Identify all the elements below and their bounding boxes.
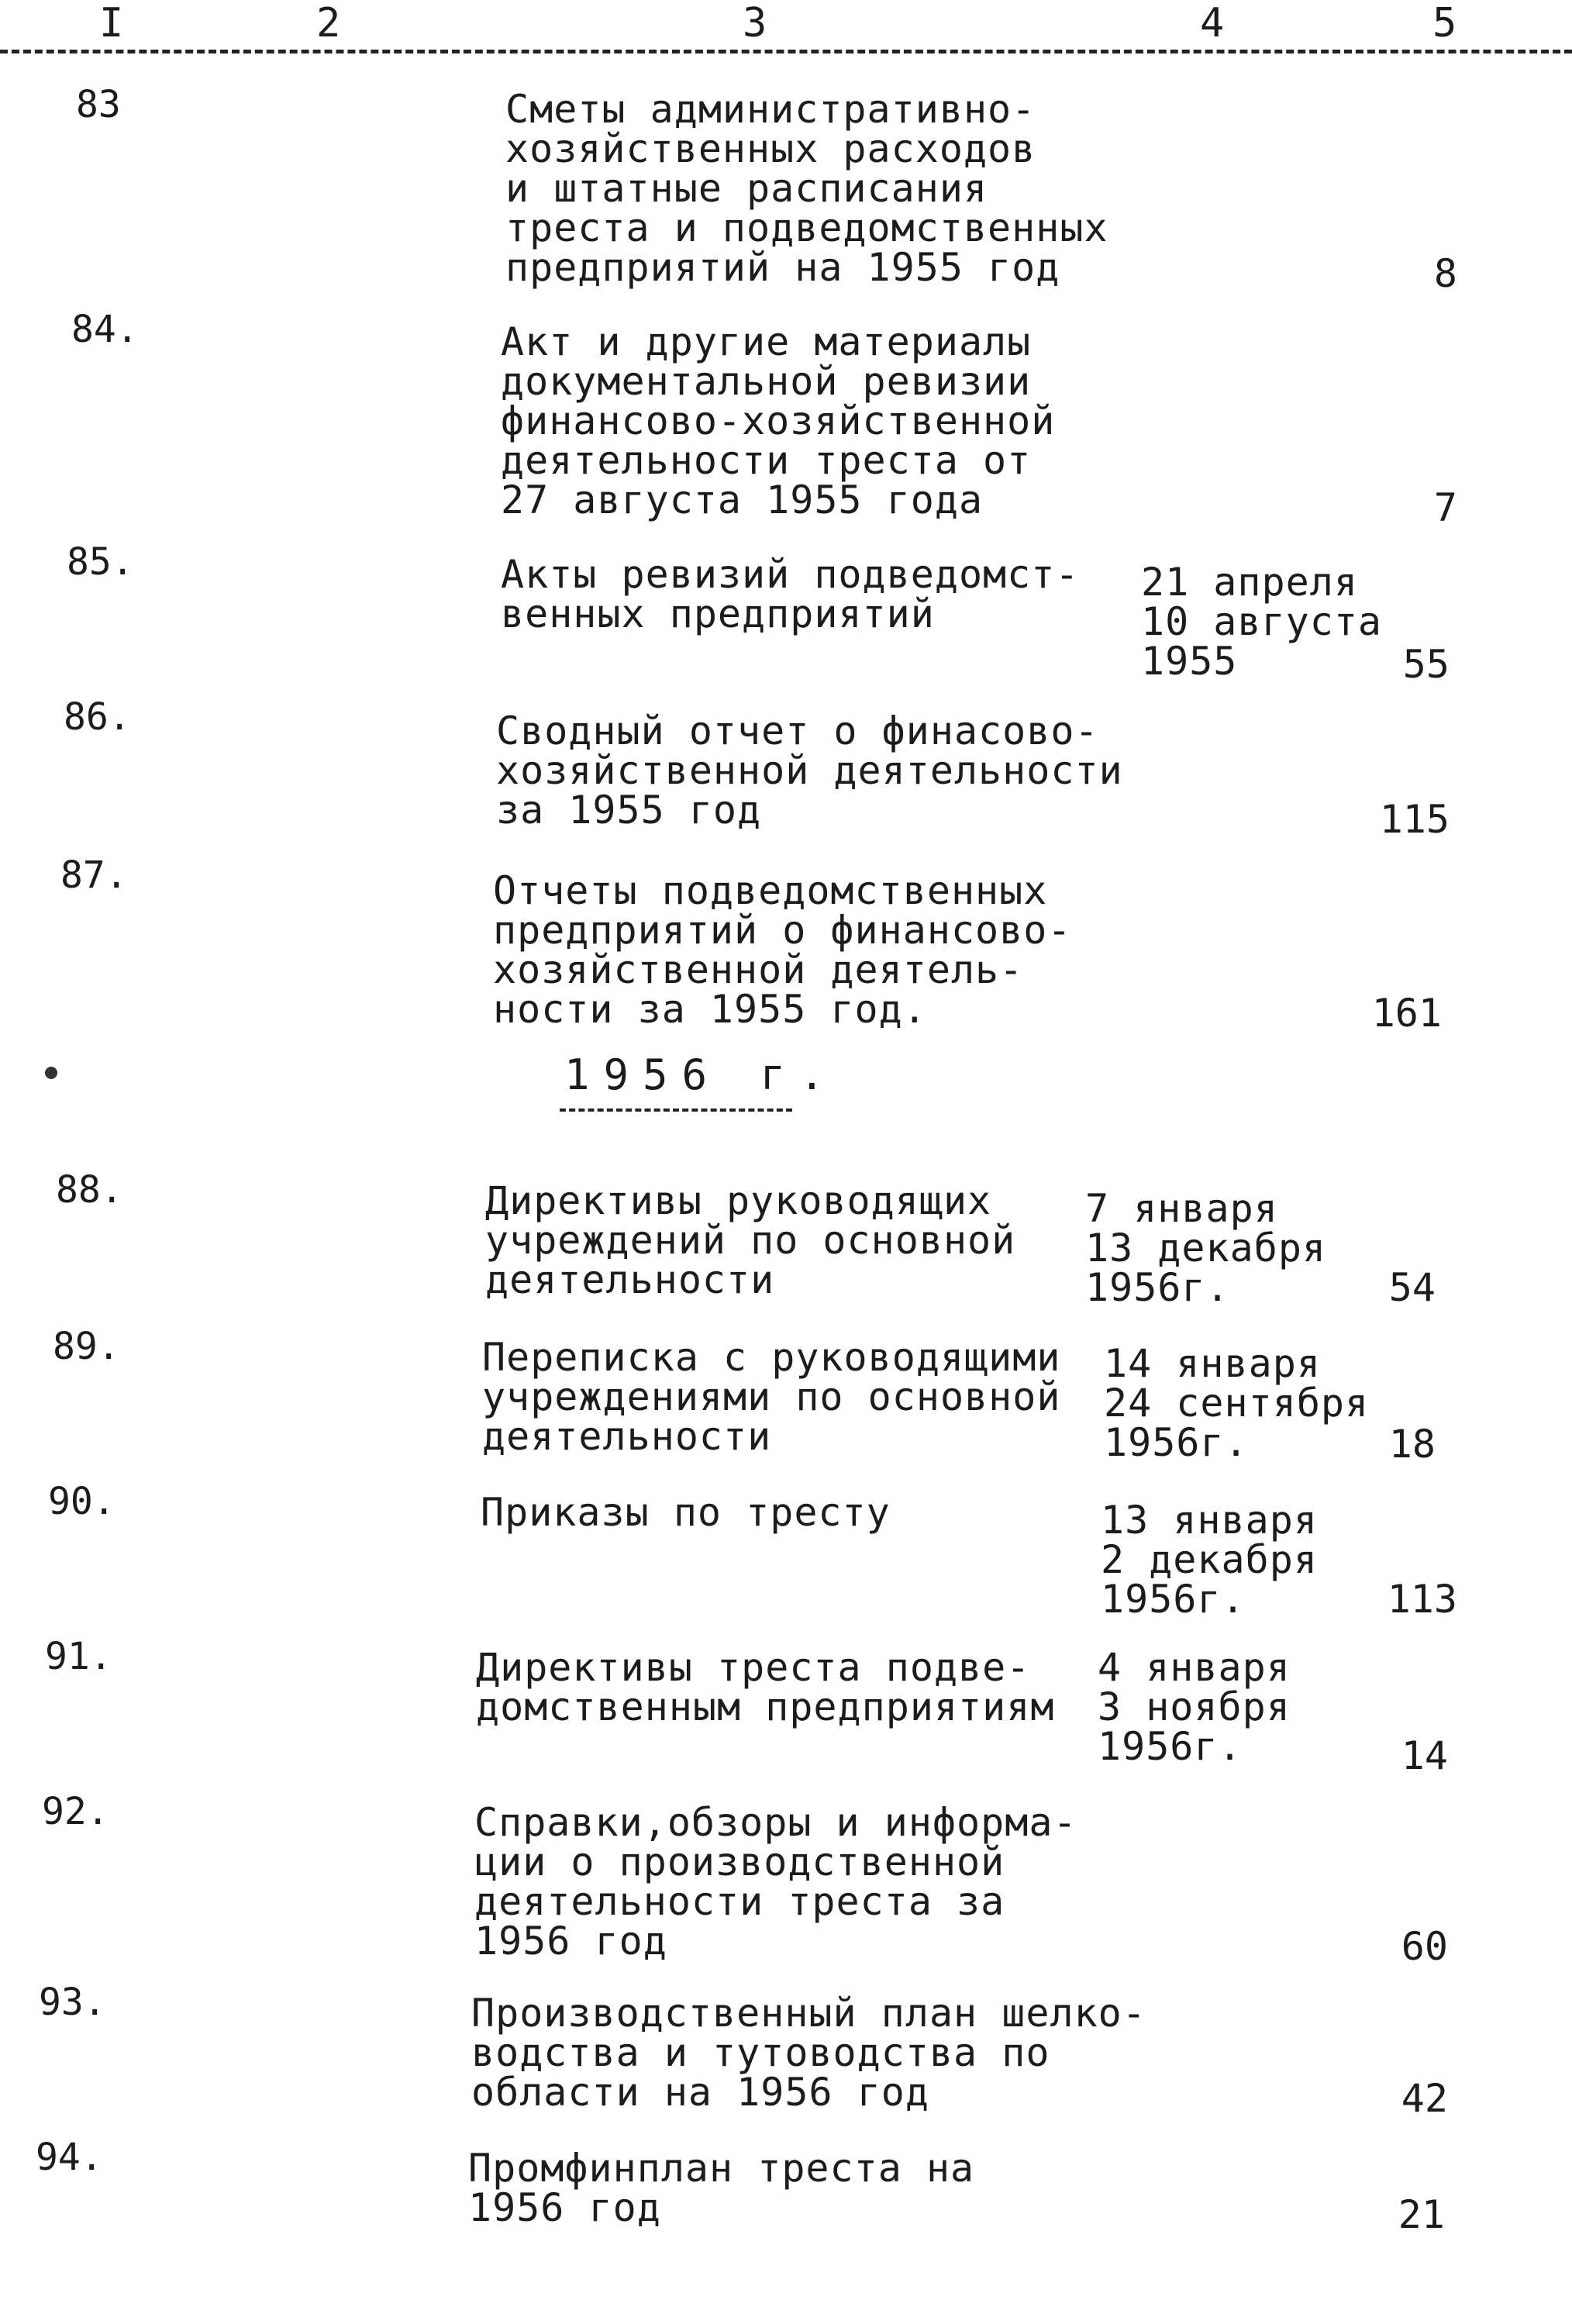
entry-number: 93.	[39, 1981, 106, 2024]
entry-dates: 4 января 3 ноября 1956г.	[1098, 1645, 1291, 1769]
entry-number: 94.	[36, 2136, 103, 2179]
entry-sheet-count: 21	[1398, 2192, 1445, 2237]
entry-number: 88.	[56, 1168, 123, 1212]
entry-title: Приказы по тресту	[481, 1490, 891, 1535]
entry-sheet-count: 161	[1371, 991, 1442, 1036]
ink-dot-mark	[45, 1067, 57, 1079]
column-number-5: 5	[1432, 0, 1457, 47]
entry-sheet-count: 54	[1388, 1265, 1436, 1310]
entry-sheet-count: 55	[1402, 642, 1450, 687]
entry-number: 87.	[60, 853, 128, 897]
entry-title: Акт и другие материалы документальной ревизии финансово-хозяйственной деятельности треста от 27 августа 1955 года	[501, 319, 1056, 522]
entry-dates: 14 января 24 сентября 1956г.	[1104, 1341, 1370, 1465]
entry-dates: 13 января 2 декабря 1956г.	[1101, 1498, 1318, 1622]
entry-number: 91.	[45, 1635, 112, 1678]
entry-number: 89.	[53, 1325, 120, 1368]
entry-title: Отчеты подведомственных предприятий о финансово- хозяйственной деятель- ности за 1955 год.	[493, 868, 1072, 1032]
entry-title: Директивы треста подве- домственным предприятиям	[476, 1645, 1055, 1729]
entry-sheet-count: 8	[1433, 251, 1457, 296]
entry-title: Сметы административно- хозяйственных расходов и штатные расписания треста и подведомственных предприятий на 1955 год	[505, 87, 1108, 290]
entry-title: Акты ревизий подведомст- венных предприятий	[501, 552, 1080, 636]
entry-dates: 21 апреля 10 августа 1955	[1141, 560, 1383, 684]
entry-title: Справки,обзоры и информа- ции о производственной деятельности треста за 1956 год	[474, 1800, 1077, 1964]
entry-title: Сводный отчет о финасово- хозяйственной деятельности за 1955 год	[496, 709, 1123, 833]
entry-number: 84.	[71, 308, 139, 351]
entry-sheet-count: 7	[1433, 485, 1457, 530]
column-number-4: 4	[1200, 0, 1225, 47]
year-heading-underline	[560, 1109, 792, 1112]
entry-title: Промфинплан треста на 1956 год	[468, 2146, 975, 2230]
entry-title: Переписка с руководящими учреждениями по основной деятельности	[482, 1335, 1061, 1459]
entry-number: 90.	[48, 1480, 115, 1523]
entry-sheet-count: 60	[1401, 1924, 1448, 1969]
entry-number: 92.	[42, 1790, 109, 1833]
entry-number: 85.	[67, 540, 134, 584]
entry-title: Директивы руководящих учреждений по основной деятельности	[485, 1178, 1016, 1302]
entry-title: Производственный план шелко- водства и тутоводства по области на 1956 год	[471, 1991, 1146, 2115]
entry-number: 83	[76, 83, 121, 126]
column-number-3: 3	[743, 0, 767, 47]
header-rule	[0, 50, 1572, 53]
entry-sheet-count: 42	[1401, 2076, 1448, 2121]
entry-sheet-count: 113	[1387, 1577, 1457, 1622]
entry-sheet-count: 115	[1379, 797, 1450, 842]
year-section-heading: 1956 г.	[564, 1050, 839, 1099]
entry-sheet-count: 18	[1388, 1422, 1436, 1467]
column-number-1: I	[99, 0, 124, 47]
entry-number: 86.	[64, 695, 131, 739]
entry-dates: 7 января 13 декабря 1956г.	[1085, 1186, 1327, 1310]
column-number-2: 2	[316, 0, 341, 47]
entry-sheet-count: 14	[1401, 1733, 1448, 1778]
